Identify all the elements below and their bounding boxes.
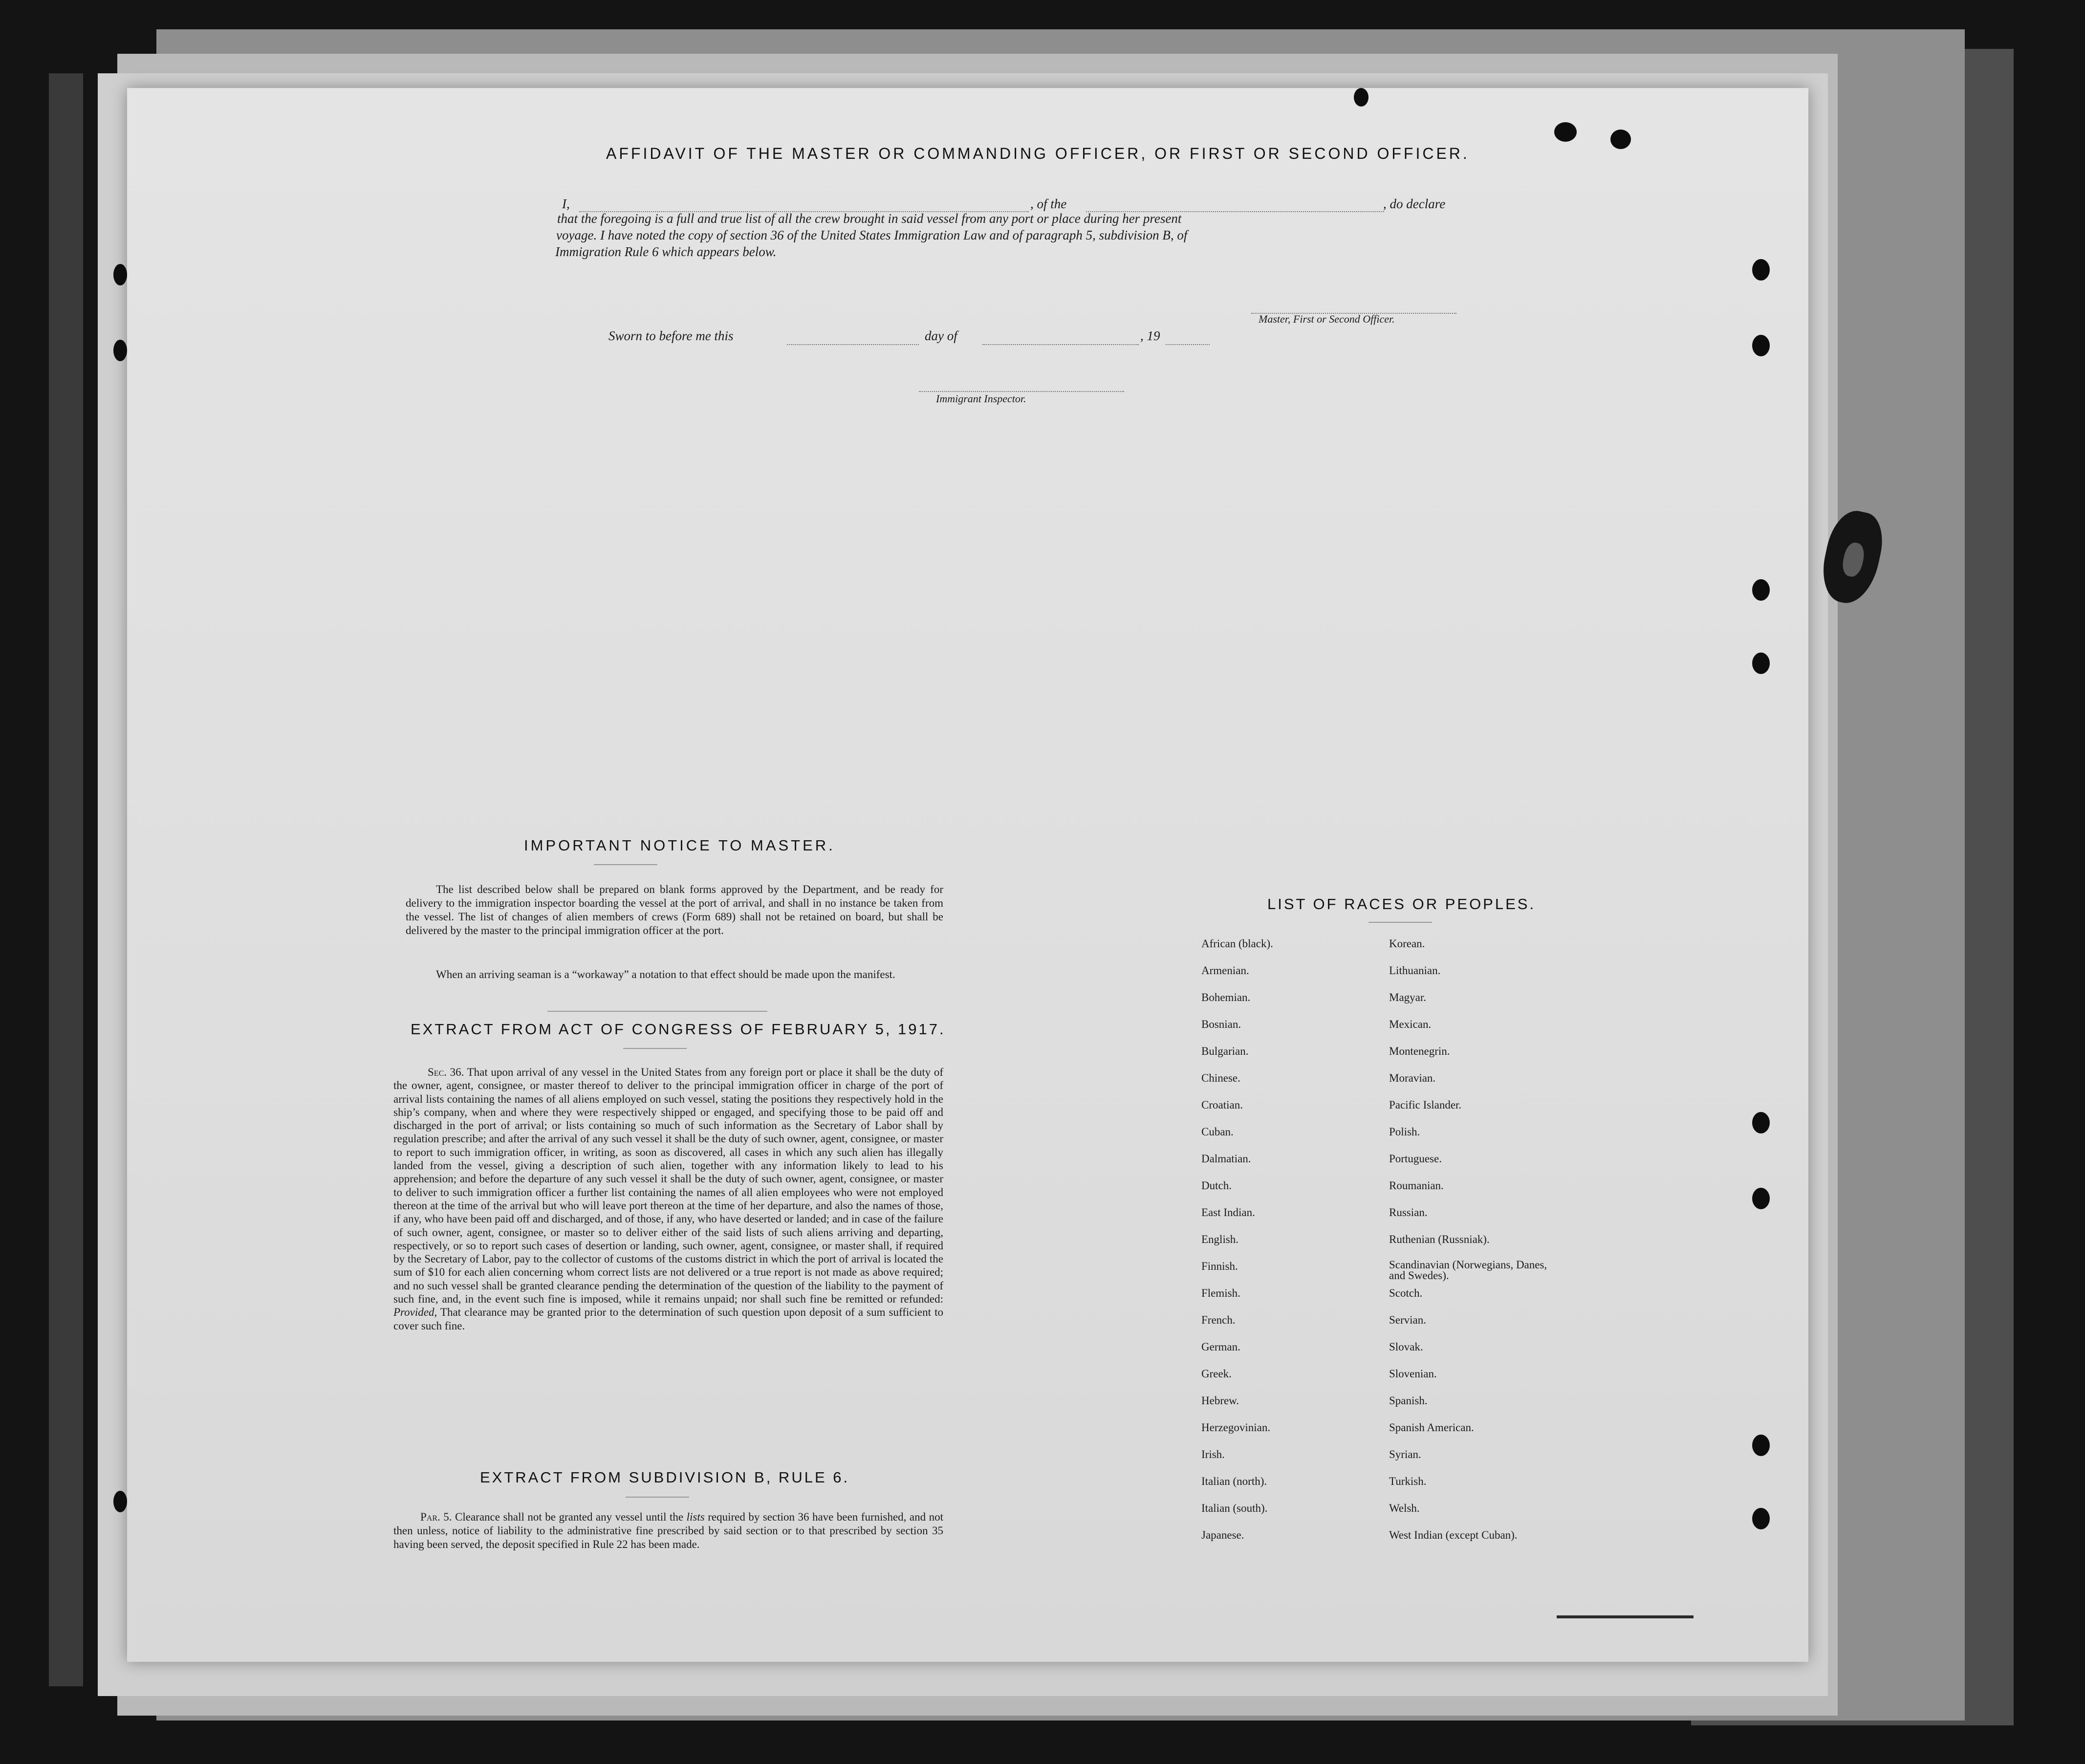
year-blank-line[interactable] (1166, 344, 1210, 345)
race-item: Italian (south). (1201, 1502, 1268, 1514)
race-item: Chinese. (1201, 1072, 1240, 1084)
divider (1368, 922, 1432, 923)
race-item: Hebrew. (1201, 1394, 1239, 1407)
race-item: Pacific Islander. (1389, 1099, 1462, 1111)
paragraph-5-body-b: required by section 36 have been furnished, and not then unless, notice of liability to the administrative fine prescribed by said section or to that prescribed by section 35 having been served, the deposit specified in Rule 22 has been made. (393, 1511, 944, 1550)
race-item: Spanish. (1389, 1394, 1428, 1407)
race-item: Scotch. (1389, 1287, 1423, 1299)
sworn-day-of: day of (925, 328, 957, 343)
race-item: Lithuanian. (1389, 964, 1441, 977)
ink-spot (1554, 122, 1577, 142)
race-item: Mexican. (1389, 1018, 1432, 1030)
divider (623, 1048, 687, 1049)
race-item: Bulgarian. (1201, 1045, 1249, 1057)
race-item: Dalmatian. (1201, 1153, 1251, 1165)
affidavit-line3: voyage. I have noted the copy of section 36 of the United States Immigration Law and of paragraph 5, subdivision B, of (556, 228, 1188, 242)
race-item: Irish. (1201, 1448, 1225, 1460)
notice-title: IMPORTANT NOTICE TO MASTER. (524, 837, 835, 854)
race-item: Dutch. (1201, 1179, 1232, 1192)
affidavit-title: AFFIDAVIT OF THE MASTER OR COMMANDING OFFICER, OR FIRST OR SECOND OFFICER. (606, 145, 1470, 162)
rule-extract-title: EXTRACT FROM SUBDIVISION B, RULE 6. (480, 1469, 850, 1486)
punch-hole (1752, 653, 1770, 674)
inspector-signature-line[interactable] (919, 391, 1124, 392)
day-blank-line[interactable] (787, 344, 919, 345)
ink-spot (1354, 88, 1368, 107)
race-item: Japanese. (1201, 1529, 1244, 1541)
race-item: Polish. (1389, 1126, 1420, 1138)
paragraph-5-label: Par. 5. (420, 1511, 452, 1523)
punch-hole (1752, 1188, 1770, 1209)
sworn-text: Sworn to before me this (608, 328, 734, 343)
affidavit-line2: that the foregoing is a full and true list of all the crew brought in said vessel from any port or place during her present (557, 211, 1182, 226)
races-column-2 (1389, 937, 1550, 1555)
punch-hole (1752, 579, 1770, 601)
race-item: Italian (north). (1201, 1475, 1267, 1487)
sworn-year: , 19 (1140, 328, 1160, 343)
race-item: West Indian (except Cuban). (1389, 1529, 1518, 1541)
punch-hole (113, 340, 127, 361)
race-item: Montenegrin. (1389, 1045, 1450, 1057)
section-36-label: Sec. 36. (428, 1066, 464, 1078)
notice-paragraph-2: When an arriving seaman is a “workaway” a notation to that effect should be made upon the manifest. (436, 968, 895, 980)
lists-word: lists (686, 1511, 705, 1523)
race-item: Croatian. (1201, 1099, 1243, 1111)
race-item: Welsh. (1389, 1502, 1420, 1514)
race-item: French. (1201, 1314, 1236, 1326)
race-item: Flemish. (1201, 1287, 1240, 1299)
race-item: Cuban. (1201, 1126, 1234, 1138)
section-36-text (393, 1066, 943, 1332)
punch-hole (1752, 259, 1770, 281)
race-item: Bosnian. (1201, 1018, 1241, 1030)
race-item: African (black). (1201, 937, 1273, 950)
provided-word: Provided, (393, 1306, 437, 1319)
race-item: Herzegovinian. (1201, 1421, 1271, 1434)
race-item: Spanish American. (1389, 1421, 1474, 1434)
left-binding-strip (49, 73, 83, 1686)
punch-hole (1752, 1508, 1770, 1529)
pen-mark (1557, 1615, 1694, 1618)
race-item: German. (1201, 1341, 1240, 1353)
race-item: Slovenian. (1389, 1368, 1437, 1380)
race-item: Servian. (1389, 1314, 1427, 1326)
punch-hole (1752, 1435, 1770, 1456)
race-item: Syrian. (1389, 1448, 1421, 1460)
divider (594, 864, 657, 865)
race-item: Magyar. (1389, 991, 1427, 1003)
punch-hole (113, 1491, 127, 1512)
affidavit-line1-end: , do declare (1383, 196, 1446, 211)
month-blank-line[interactable] (982, 344, 1139, 345)
punch-hole (1752, 335, 1770, 356)
divider (547, 1011, 767, 1012)
affidavit-line1-start: I, (562, 196, 570, 211)
races-title: LIST OF RACES OR PEOPLES. (1267, 895, 1536, 913)
section-36-body: That upon arrival of any vessel in the United States from any foreign port or place it shall be the duty of the owner, agent, consignee, or master thereof to deliver to the principal immigration officer in charge of the port of arrival lists containing the names of all aliens employed on such vessel, stating the positions they respectively hold in the ship’s company, when and where they were respectively shipped or engaged, and specifying those to be paid off and discharged in the port of arrival; or lists containing so much of such information as the Secretary of Labor shall by regulation prescribe; and after the arrival of any such vessel it shall be the duty of such owner, agent, consignee, or master to report to such immigration officer, in writing, as soon as discovered, all cases in which any such alien has illegally landed from the vessel, giving a description of such alien, together with any information likely to lead to his apprehension; and before the departure of any such vessel it shall be the duty of such owner, agent, consignee, or master to deliver to such immigration officer a further list containing the names of all alien employees who were not employed thereon at the time of the arrival but who will leave port thereon at the time of her departure, and also the names of those, if any, who have been paid off and discharged, and of those, if any, who have deserted or landed; and in case of the failure of such owner, agent, consignee, or master so to deliver either of the said lists of such aliens arriving and departing, respectively, or so to report such cases of desertion or landing, such owner, agent, consignee, or master shall, if required by the Secretary of Labor, pay to the collector of customs of the customs district in which the port of arrival is located the sum of $10 for each alien concerning whom correct lists are not delivered or a true report is not made as above required; and no such vessel shall be granted clearance pending the determination of the question of the liability to the payment of such fine, and, in the event such fine is imposed, while it remains unpaid; nor shall such fine be remitted or refunded: (393, 1066, 943, 1306)
race-item: Moravian. (1389, 1072, 1436, 1084)
affidavit-line4: Immigration Rule 6 which appears below. (555, 244, 777, 259)
race-item: Portuguese. (1389, 1153, 1442, 1165)
races-column-1 (1201, 937, 1273, 1555)
race-item: Scandinavian (Norwegians, Danes, and Swedes). (1389, 1259, 1547, 1282)
race-item: Russian. (1389, 1206, 1428, 1219)
paragraph-5-body-a: Clearance shall not be granted any vessel until the (455, 1511, 684, 1523)
notice-paragraph-1: The list described below shall be prepared on blank forms approved by the Department, and be ready for delivery to the immigration inspector boarding the vessel at the port of arrival, and shall in no instance be taken from the vessel. The list of changes of alien members of crews (Form 689) shall not be retained on board, but shall be delivered by the master to the principal immigration officer at the port. (406, 883, 943, 936)
race-item: Turkish. (1389, 1475, 1427, 1487)
race-item: Armenian. (1201, 964, 1249, 977)
affidavit-line1-mid: , of the (1030, 196, 1067, 211)
race-item: English. (1201, 1233, 1239, 1245)
paragraph-5-text (393, 1510, 943, 1551)
punch-hole (113, 264, 127, 285)
divider (626, 1497, 689, 1498)
act-extract-title: EXTRACT FROM ACT OF CONGRESS OF FEBRUARY 5, 1917. (411, 1021, 946, 1038)
master-signature-label: Master, First or Second Officer. (1259, 313, 1395, 325)
section-36-end: That clearance may be granted prior to the determination of such question upon deposit of a sum sufficient to cover such fine. (393, 1306, 943, 1332)
race-item: Greek. (1201, 1368, 1232, 1380)
document-page (127, 88, 1808, 1662)
race-item: Korean. (1389, 937, 1425, 950)
inspector-signature-label: Immigrant Inspector. (936, 392, 1026, 405)
race-item: East Indian. (1201, 1206, 1255, 1219)
punch-hole (1752, 1112, 1770, 1133)
race-item: Roumanian. (1389, 1179, 1444, 1192)
race-item: Ruthenian (Russniak). (1389, 1233, 1490, 1245)
race-item: Slovak. (1389, 1341, 1423, 1353)
race-item: Bohemian. (1201, 991, 1251, 1003)
ink-spot (1610, 130, 1631, 149)
race-item: Finnish. (1201, 1260, 1238, 1272)
